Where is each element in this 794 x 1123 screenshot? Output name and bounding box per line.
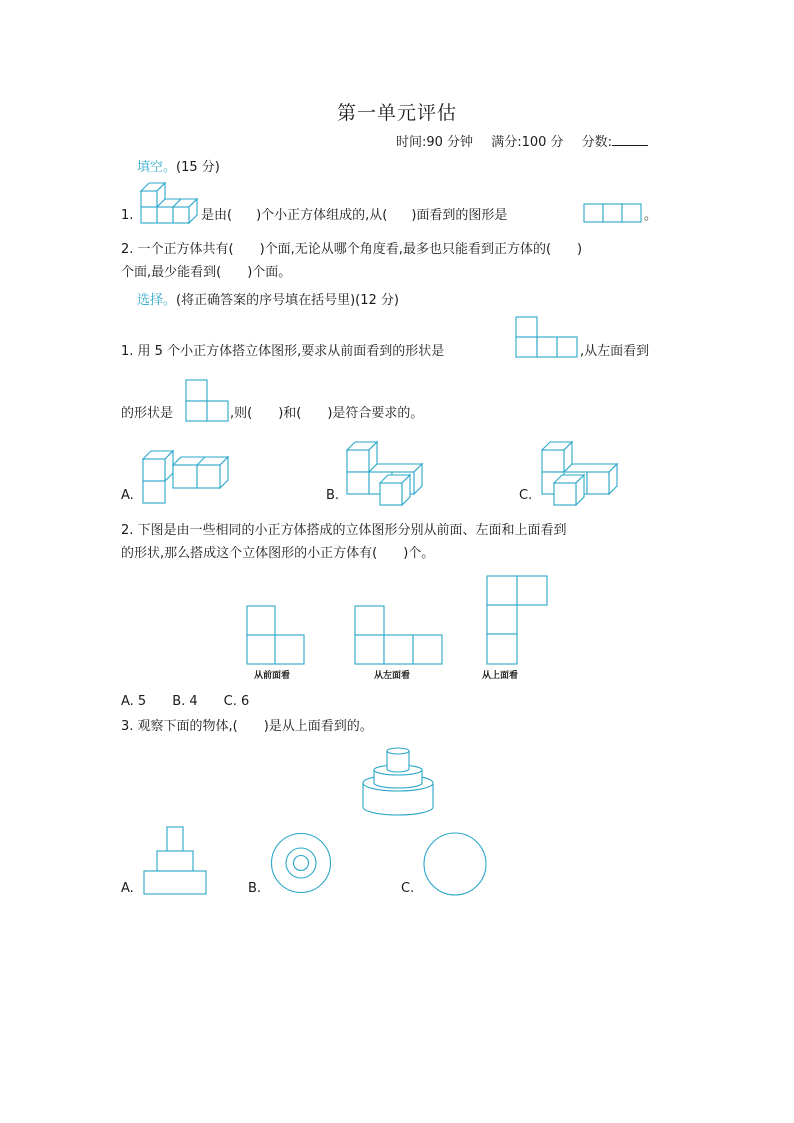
s2-q1-part3: 的形状是 xyxy=(121,406,174,421)
s1-q1-text: 是由( )个小正方体组成的,从( )面看到的图形是 xyxy=(201,208,508,223)
s2-q1-part1: 1. 用 5 个小正方体搭立体图形,要求从前面看到的形状是 xyxy=(121,344,445,359)
s1-q1-num: 1. xyxy=(121,208,134,223)
s2-q2-top-view xyxy=(486,575,548,665)
s2-q1-option-c-label[interactable]: C. xyxy=(519,488,533,503)
section1-heading xyxy=(137,156,220,175)
s2-q1-option-b-label[interactable]: B. xyxy=(326,488,340,503)
s2-q1-option-b-figure[interactable] xyxy=(346,441,426,507)
s1-q1-cube-figure xyxy=(140,182,200,224)
s2-q2-caption-left: 从左面看 xyxy=(374,671,411,681)
s2-q3-option-b-label[interactable]: B. xyxy=(248,881,262,896)
time-limit: 时间:90 分钟 xyxy=(396,135,474,150)
s2-q3-option-b-figure[interactable] xyxy=(270,832,332,894)
s1-q1-answer-view xyxy=(583,203,643,223)
s2-q2-line1: 2. 下图是由一些相同的小正方体搭成的立体图形分别从前面、左面和上面看到 xyxy=(121,523,567,538)
s2-q1-part2: ,从左面看到 xyxy=(580,344,650,359)
s2-q2-line2: 的形状,那么搭成这个立体图形的小正方体有( )个。 xyxy=(121,546,435,561)
s2-q2-front-view xyxy=(246,605,306,665)
s2-q2-choices[interactable]: A. 5 B. 4 C. 6 xyxy=(121,694,250,709)
page-title: 第一单元评估 xyxy=(336,102,457,124)
s2-q1-part4: ,则( )和( )是符合要求的。 xyxy=(230,406,424,421)
s1-q2-line2: 个面,最少能看到( )个面。 xyxy=(121,265,292,280)
s1-q2-line1: 2. 一个正方体共有( )个面,无论从哪个角度看,最多也只能看到正方体的( ) xyxy=(121,242,583,257)
s2-q1-option-a-figure[interactable] xyxy=(142,450,232,506)
section1-points: (15 分) xyxy=(176,160,220,175)
s1-q1-end: 。 xyxy=(644,208,658,223)
s2-q2-caption-top: 从上面看 xyxy=(482,671,519,681)
exam-meta xyxy=(396,131,662,150)
s2-q3-option-a-label[interactable]: A. xyxy=(121,881,134,896)
s2-q3-option-a-figure[interactable] xyxy=(143,826,209,896)
s2-q3-option-c-label[interactable]: C. xyxy=(401,881,415,896)
s2-q1-option-c-figure[interactable] xyxy=(541,441,621,507)
s2-q2-caption-front: 从前面看 xyxy=(254,671,291,681)
score-blank[interactable] xyxy=(612,133,648,146)
s2-q3-object-figure xyxy=(362,745,434,817)
score-label: 分数: xyxy=(581,135,613,150)
s2-q1-front-view xyxy=(515,316,579,358)
s2-q3-text: 3. 观察下面的物体,( )是从上面看到的。 xyxy=(121,719,373,734)
s2-q1-left-view xyxy=(185,379,229,422)
section2-heading xyxy=(137,289,399,308)
s2-q2-left-view xyxy=(354,605,444,665)
section1-title: 填空。 xyxy=(137,160,177,175)
section2-points: (将正确答案的序号填在括号里)(12 分) xyxy=(176,293,399,308)
section2-title: 选择。 xyxy=(137,293,177,308)
full-score: 满分:100 分 xyxy=(491,135,564,150)
s2-q3-option-c-figure[interactable] xyxy=(423,832,487,896)
s2-q1-option-a-label[interactable]: A. xyxy=(121,488,134,503)
